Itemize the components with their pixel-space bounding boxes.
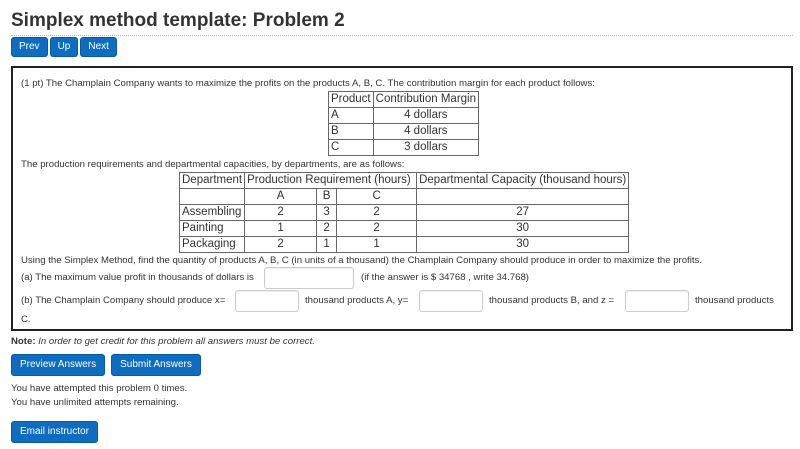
table-cell: Painting [180,221,245,237]
requirements-table [179,172,629,253]
table-cell: 30 [417,221,629,237]
production-intro: The production requirements and departmental capacities, by departments, are as follows: [21,159,405,170]
part-b-after-y: thousand products B, and z = [489,295,615,306]
table-cell [180,189,245,205]
problem-box [11,66,793,331]
table-cell: Assembling [180,205,245,221]
part-b-after-x: thousand products A, y= [305,295,409,306]
table-cell: 30 [417,237,629,253]
preview-answers-button[interactable]: Preview Answers [11,354,105,376]
table-cell: 3 dollars [373,140,478,156]
table-subheader: B [317,189,337,205]
page-title: Simplex method template: Problem 2 [11,10,345,31]
table-subheader: A [245,189,317,205]
table-header: Department [180,173,245,189]
next-button[interactable]: Next [80,37,117,57]
note-label: Note: [11,336,36,347]
attempts-text: You have attempted this problem 0 times. [11,383,188,394]
instruction-text: Using the Simplex Method, find the quantity of products A, B, C (in units of a thousand) the Champlain Company should produce in order to maximize the profits. [21,255,702,266]
table-cell: 2 [245,237,317,253]
table-cell: 2 [317,221,337,237]
table-cell: 4 dollars [373,108,478,124]
table-subheader: C [337,189,417,205]
part-b-after-z: thousand products [695,295,774,306]
prev-button[interactable]: Prev [11,37,48,57]
table-cell: 2 [337,221,417,237]
title-divider [11,35,793,36]
credit-note [11,336,315,347]
table-cell: B [329,124,374,140]
table-cell: 1 [337,237,417,253]
table-header: Contribution Margin [373,92,478,108]
table-cell: 2 [245,205,317,221]
table-cell: A [329,108,374,124]
email-area [11,421,98,443]
email-instructor-button[interactable]: Email instructor [11,421,98,443]
remaining-text: You have unlimited attempts remaining. [11,397,179,408]
part-a-profit-input[interactable] [264,267,354,289]
table-header: Production Requirement (hours) [245,173,417,189]
table-cell: Packaging [180,237,245,253]
part-b-label: (b) The Champlain Company should produce x= [21,295,226,306]
part-a-label: (a) The maximum value profit in thousands of dollars is [21,272,254,283]
table-cell: 1 [245,221,317,237]
table-cell: 3 [317,205,337,221]
table-cell: 2 [337,205,417,221]
y-value-input[interactable] [419,290,483,312]
part-b-tail: C. [21,314,31,325]
table-header: Product [329,92,374,108]
problem-intro: (1 pt) The Champlain Company wants to maximize the profits on the products A, B, C. The contribution margin for each product follows: [21,78,595,89]
contribution-margin-table [328,91,479,156]
submit-answers-button[interactable]: Submit Answers [111,354,201,376]
table-cell: 1 [317,237,337,253]
z-value-input[interactable] [625,290,689,312]
answer-actions [11,354,207,376]
problem-nav [11,37,119,57]
table-cell [417,189,629,205]
table-cell: 27 [417,205,629,221]
part-a-hint: (if the answer is $ 34768 , write 34.768) [361,272,529,283]
up-button[interactable]: Up [50,37,79,57]
note-text: In order to get credit for this problem all answers must be correct. [38,336,315,347]
table-cell: 4 dollars [373,124,478,140]
table-header: Departmental Capacity (thousand hours) [417,173,629,189]
x-value-input[interactable] [235,290,299,312]
table-cell: C [329,140,374,156]
